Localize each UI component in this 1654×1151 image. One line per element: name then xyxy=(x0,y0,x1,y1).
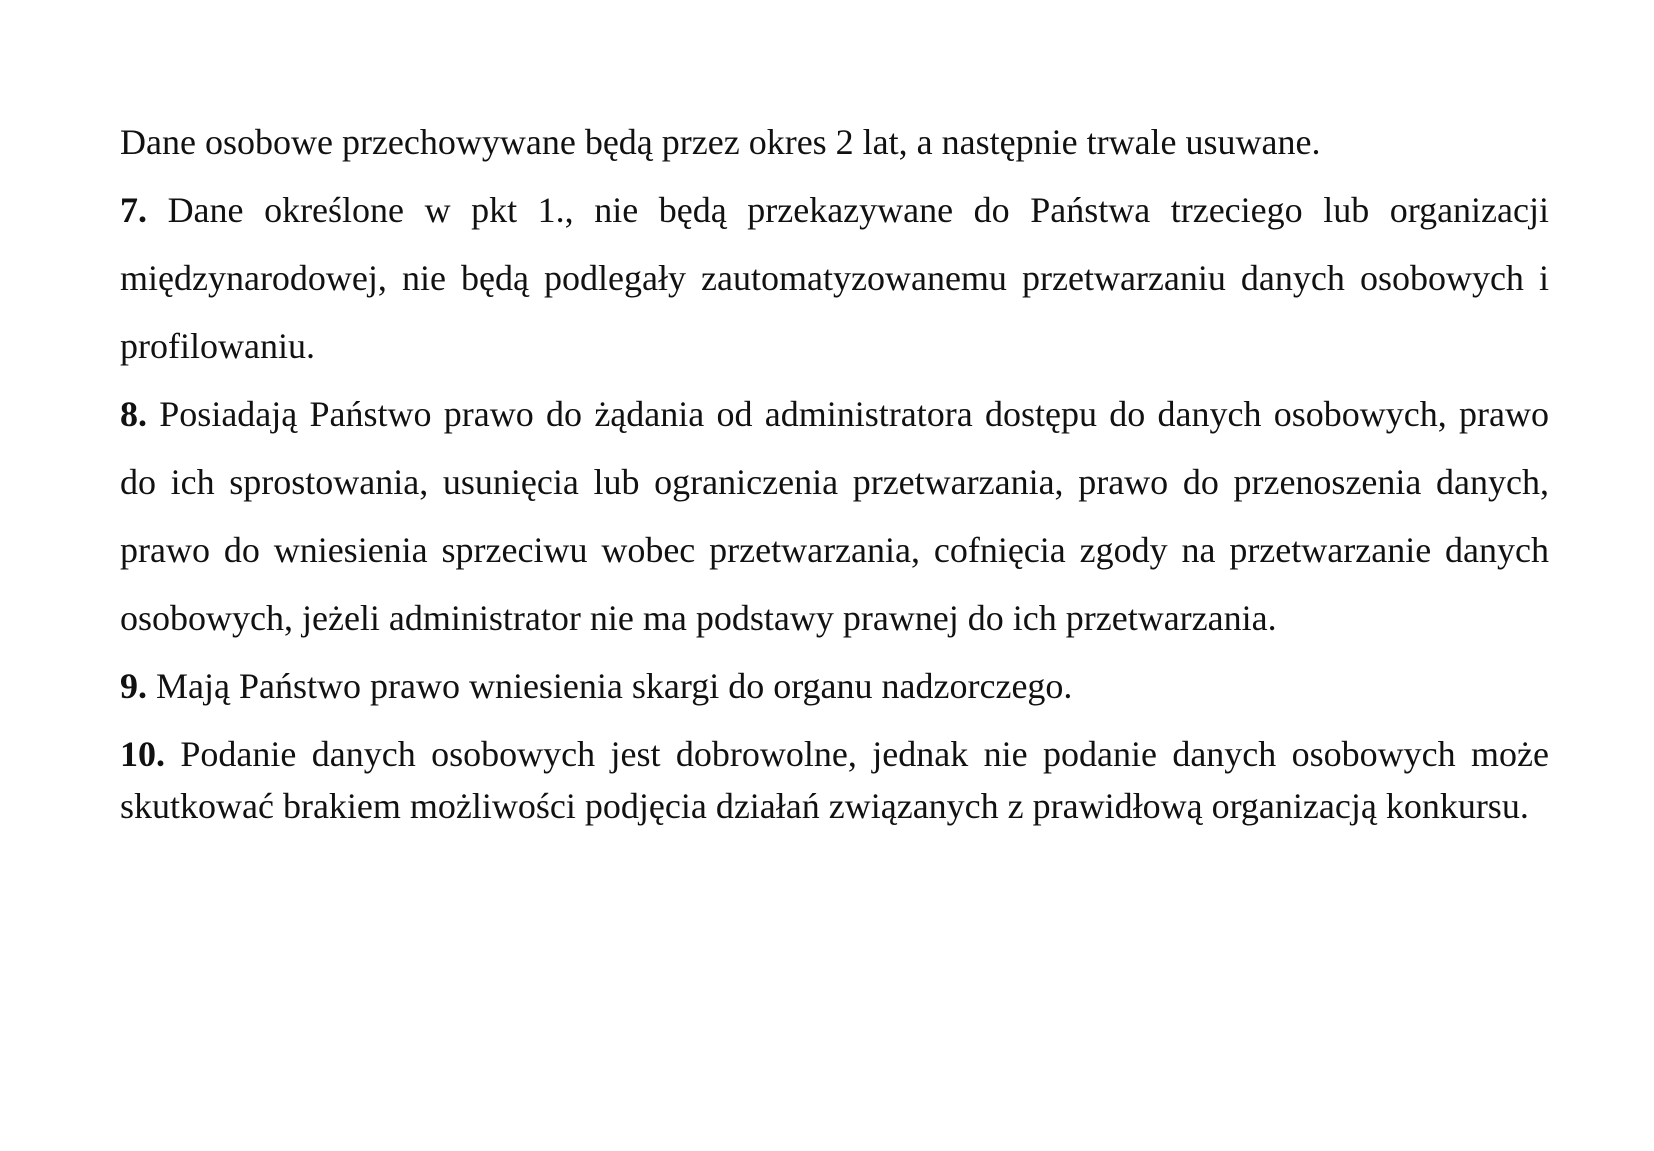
paragraph-number: 10. xyxy=(120,734,165,774)
paragraph-retention xyxy=(120,108,1549,176)
paragraph-text: Dane osobowe przechowywane będą przez okres 2 lat, a następnie trwale usuwane. xyxy=(120,122,1321,162)
paragraph-number: 8. xyxy=(120,394,147,434)
paragraph-7 xyxy=(120,176,1549,380)
paragraph-10 xyxy=(120,728,1549,832)
paragraph-8 xyxy=(120,380,1549,652)
paragraph-text: Mają Państwo prawo wniesienia skargi do organu nadzorczego. xyxy=(156,666,1073,706)
paragraph-number: 9. xyxy=(120,666,147,706)
paragraph-number: 7. xyxy=(120,190,147,230)
paragraph-text: Dane określone w pkt 1., nie będą przekazywane do Państwa trzeciego lub organizacji międzynarodowej, nie będą podlegały zautomatyzowanemu przetwarzaniu danych osobowych i profilowaniu. xyxy=(120,190,1550,366)
document-page xyxy=(120,108,1549,832)
paragraph-text: Podanie danych osobowych jest dobrowolne, jednak nie podanie danych osobowych może skutkować brakiem możliwości podjęcia działań związanych z prawidłową organizacją konkursu. xyxy=(120,734,1550,826)
paragraph-9 xyxy=(120,652,1549,720)
paragraph-text: Posiadają Państwo prawo do żądania od administratora dostępu do danych osobowych, prawo do ich sprostowania, usunięcia lub ograniczenia przetwarzania, prawo do przenoszenia danych, prawo do wniesienia sprzeciwu wobec przetwarzania, cofnięcia zgody na przetwarzanie danych osobowych, jeżeli administrator nie ma podstawy prawnej do ich przetwarzania. xyxy=(120,394,1549,638)
